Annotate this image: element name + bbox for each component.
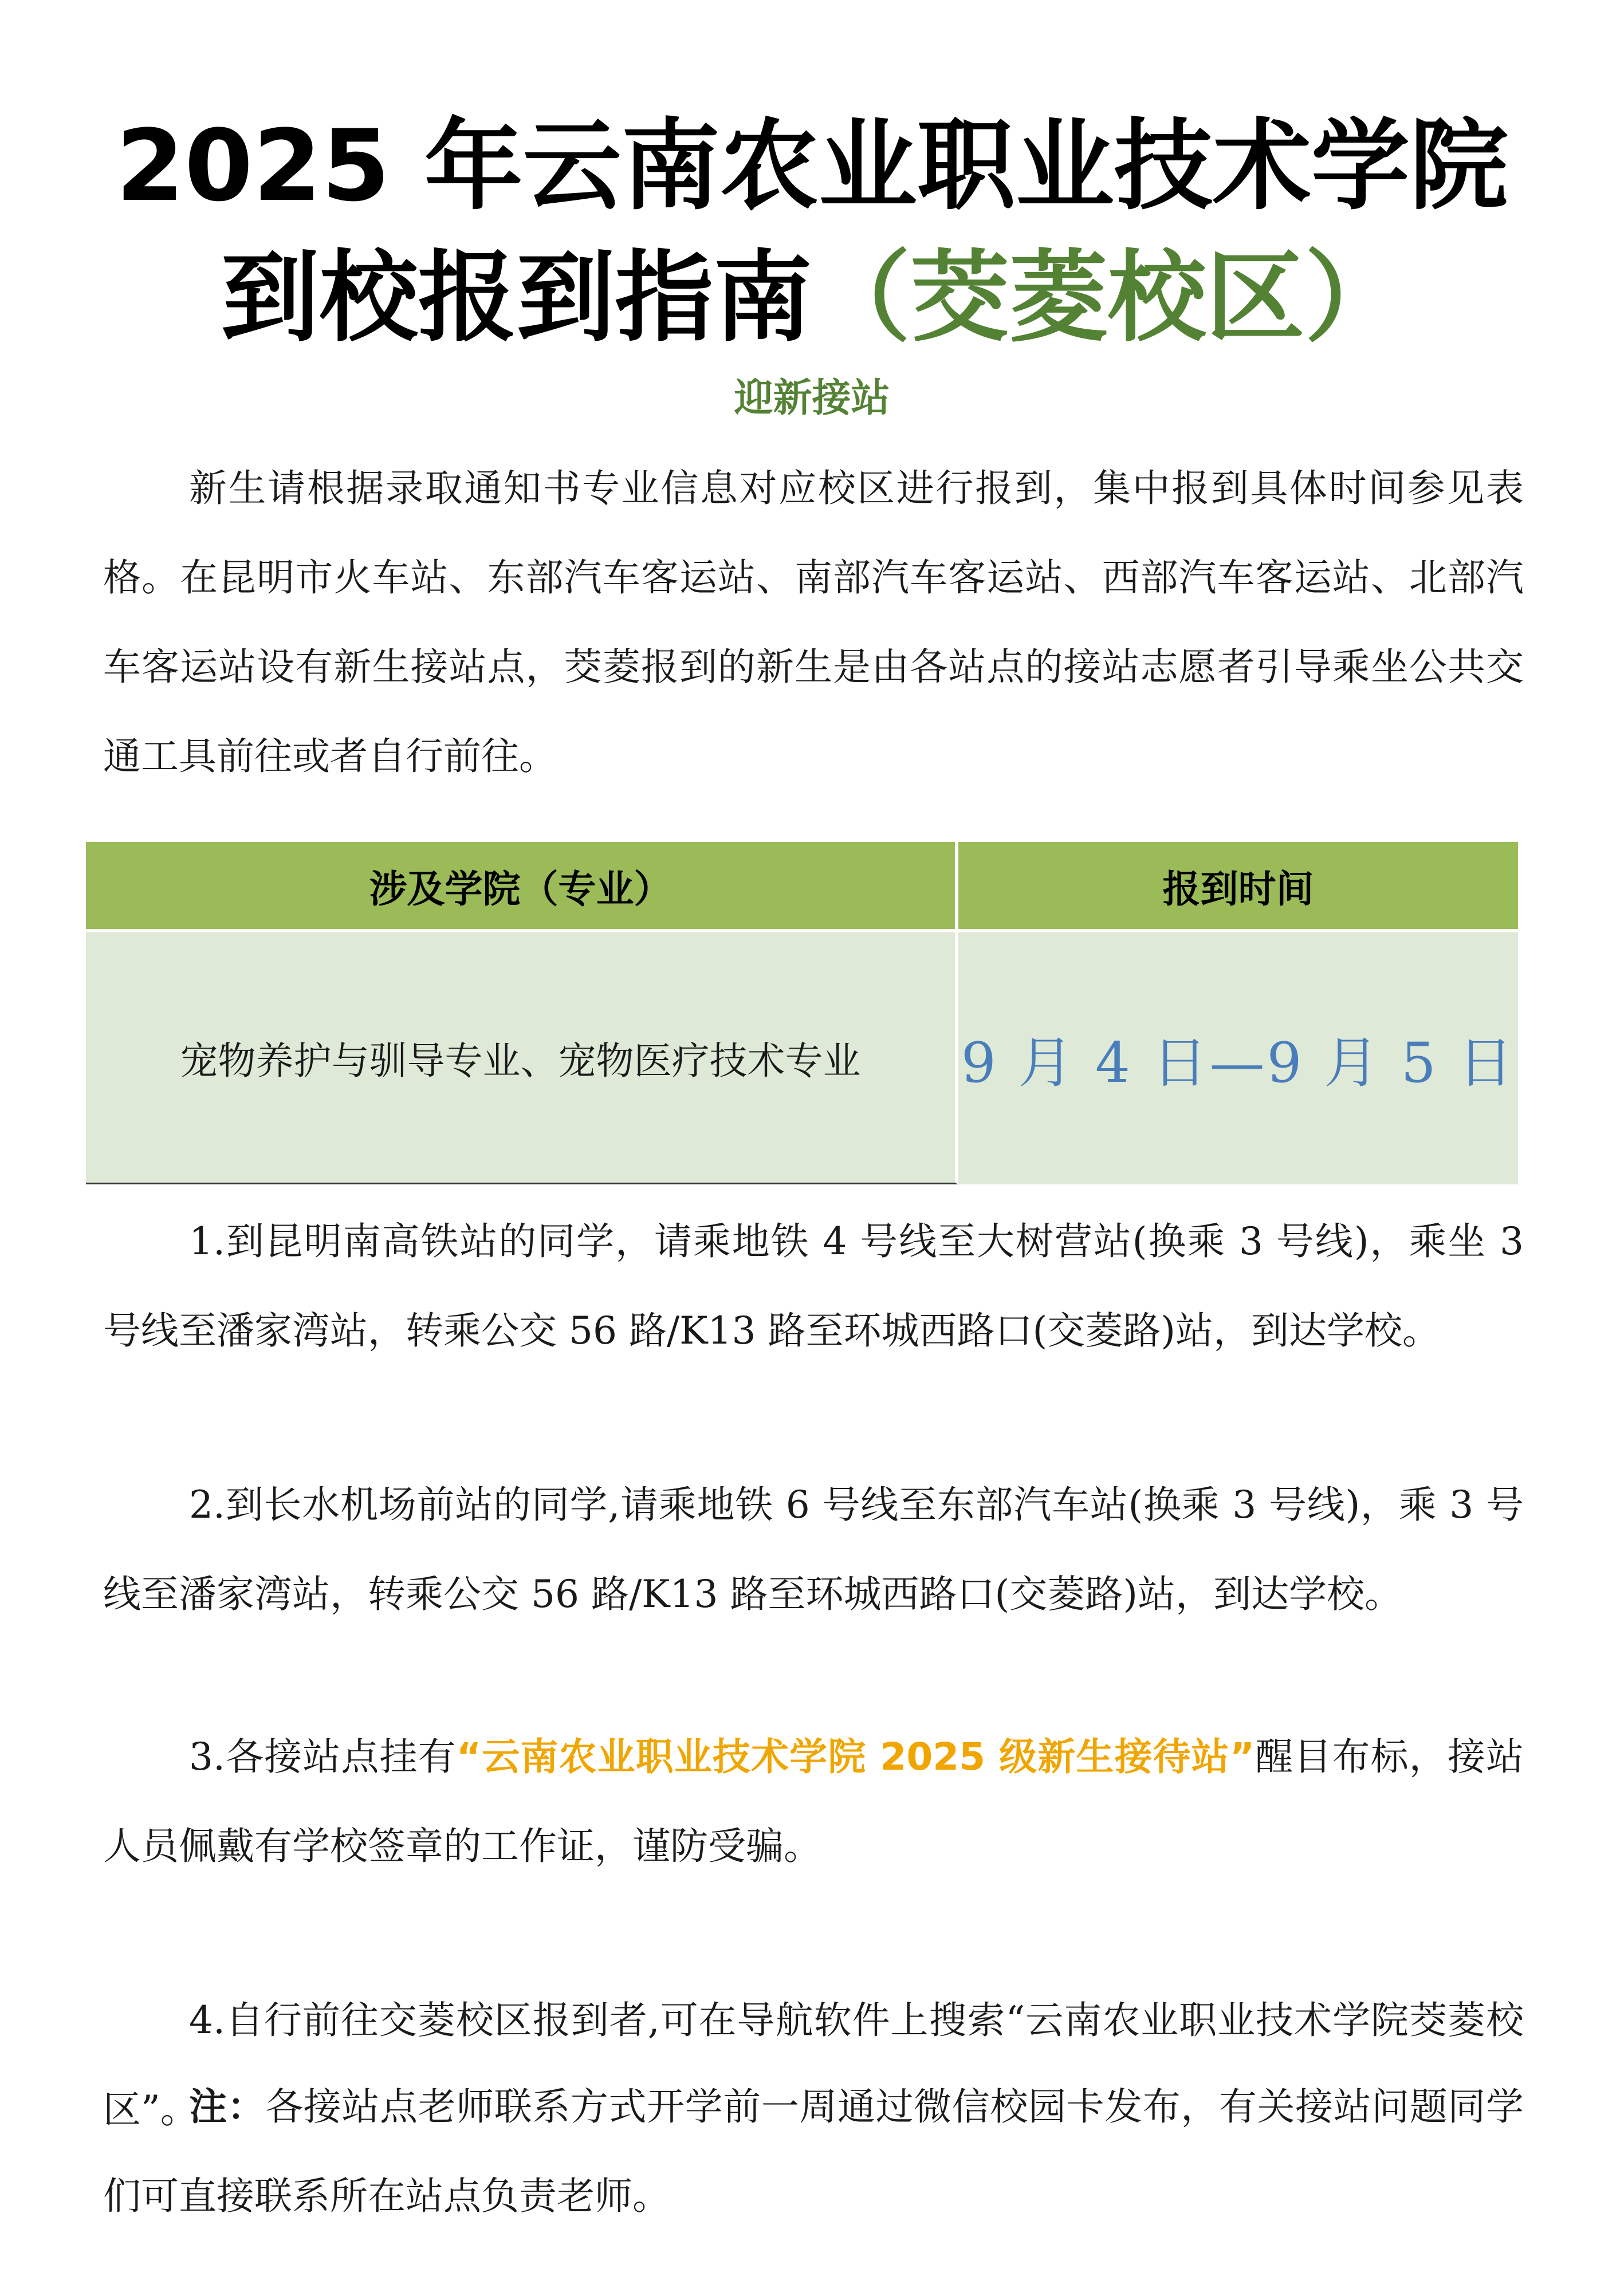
item-3-prefix: 3.各接站点挂有 [189,1735,457,1779]
item-3-suffix: 醒目布标，接站人员佩戴有学校签章的工作证，谨防受骗。 [103,1735,1524,1868]
note-paragraph [103,2062,1524,2241]
page-title-line-2 [0,241,1624,355]
table-header-row [86,842,1518,929]
route-item-1: 1.到昆明南高铁站的同学，请乘地铁 4 号线至大树营站(换乘 3 号线)，乘坐 3 号线至潘家湾站，转乘公交 56 路/K13 路至环城西路口(交菱路)站，到达学校。 [103,1219,1524,1353]
table-header-majors: 涉及学院（专业） [86,842,958,929]
route-item-4: 4.自行前往交菱校区报到者,可在导航软件上搜索“云南农业职业技术学院茭菱校区”。 [103,1998,1524,2132]
note-text: 各接站点老师联系方式开学前一周通过微信校园卡发布，有关接站问题同学们可直接联系所在站点负责老师。 [103,2085,1524,2218]
table-row [86,929,1518,1184]
item-3-highlight: “云南农业职业技术学院 2025 级新生接待站” [456,1735,1255,1779]
route-item-3 [103,1712,1524,1891]
note-label: 注： [189,2084,266,2129]
page-title-line-1: 2025 年云南农业职业技术学院 [116,108,1508,223]
registration-table [86,842,1518,1184]
section-subtitle: 迎新接站 [734,375,890,421]
title-campus: （茭菱校区） [812,240,1403,355]
table-cell-time: 9 月 4 日—9 月 5 日 [958,932,1518,1184]
table-header-time: 报到时间 [958,842,1518,929]
title-main: 到校报到指南 [221,240,812,355]
table-cell-majors: 宠物养护与驯导专业、宠物医疗技术专业 [86,932,958,1184]
intro-paragraph: 新生请根据录取通知书专业信息对应校区进行报到，集中报到具体时间参见表格。在昆明市火车站、东部汽车客运站、南部汽车客运站、西部汽车客运站、北部汽车客运站设有新生接站点，茭菱报到的新生是由各站点的接站志愿者引导乘坐公共交通工具前往或者自行前往。 [103,466,1524,778]
route-item-2: 2.到长水机场前站的同学,请乘地铁 6 号线至东部汽车站(换乘 3 号线)，乘 3 号线至潘家湾站，转乘公交 56 路/K13 路至环城西路口(交菱路)站，到达学校。 [103,1483,1524,1616]
